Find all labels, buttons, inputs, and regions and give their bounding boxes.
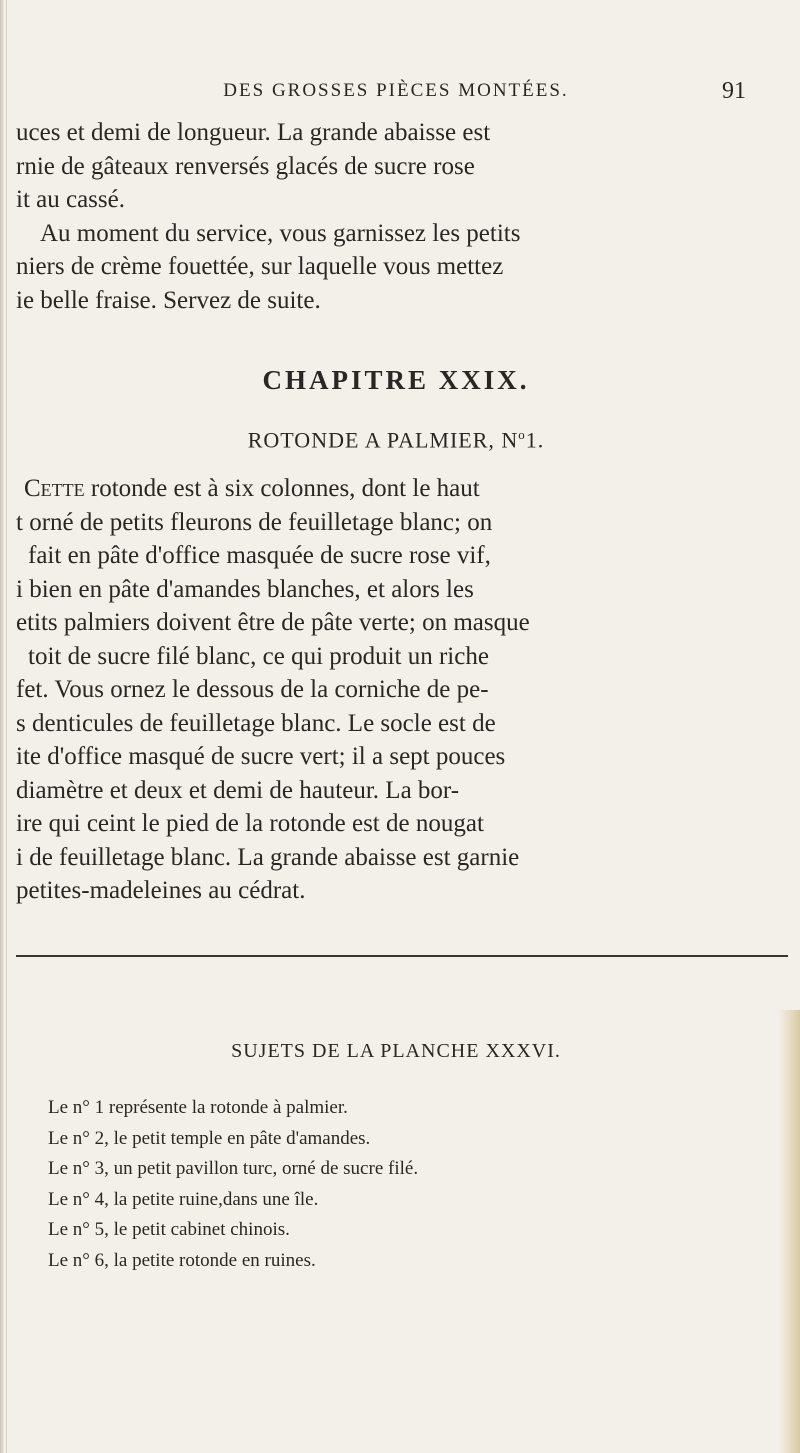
text-line: fet. Vous ornez le dessous de la corniche de pe-: [16, 676, 489, 703]
text-line: etits palmiers doivent être de pâte verte; on masque: [16, 609, 530, 636]
plate-item: Le n° 5, le petit cabinet chinois.: [48, 1219, 290, 1240]
running-head-title: DES GROSSES PIÈCES MONTÉES.: [223, 80, 569, 101]
page-number: 91: [722, 78, 746, 104]
running-head: [16, 80, 776, 102]
plate-item: Le n° 3, un petit pavillon turc, orné de sucre filé.: [48, 1158, 419, 1179]
text-line: ie belle fraise. Servez de suite.: [16, 286, 321, 314]
plate-item: Le n° 4, la petite ruine,dans une île.: [48, 1188, 319, 1210]
text-line-rest: rotonde est à six colonnes, dont le haut: [90, 475, 480, 502]
text-line: it au cassé.: [16, 186, 125, 213]
plate-title: SUJETS DE LA PLANCHE XXXVI.: [231, 1040, 561, 1062]
drop-word: Cette: [24, 475, 85, 502]
text-line: fait en pâte d'office masquée de sucre rose vif,: [28, 542, 491, 569]
section-title: [16, 427, 776, 453]
section-divider: [16, 955, 788, 957]
paper-stain: [778, 1010, 800, 1453]
plate-list: [48, 1093, 748, 1276]
continuation-paragraph: [16, 116, 756, 317]
section-title-end: 1.: [525, 427, 545, 453]
plate-item: Le n° 1 représente la rotonde à palmier.: [48, 1097, 348, 1118]
page-left-edge: [0, 0, 4, 1453]
text-line: Au moment du service, vous garnissez les petits: [40, 219, 521, 247]
text-line: i de feuilletage blanc. La grande abaisse est garnie: [16, 843, 520, 871]
gutter-line: [6, 0, 7, 1453]
text-line: diamètre et deux et demi de hauteur. La bor-: [16, 776, 460, 804]
text-line: petites-madeleines au cédrat.: [16, 877, 306, 904]
text-line: t orné de petits fleurons de feuilletage blanc; on: [16, 508, 493, 536]
text-line: [16, 472, 756, 506]
text-line: niers de crème fouettée, sur laquelle vous mettez: [16, 253, 504, 280]
section-title-sup: o: [518, 427, 526, 442]
plate-item: Le n° 2, le petit temple en pâte d'amandes.: [48, 1127, 371, 1149]
text-line: i bien en pâte d'amandes blanches, et alors les: [16, 575, 474, 603]
text-line: ire qui ceint le pied de la rotonde est de nougat: [16, 810, 484, 837]
text-line: ite d'office masqué de sucre vert; il a sept pouces: [16, 743, 506, 770]
chapter-title: CHAPITRE XXIX.: [262, 365, 530, 395]
text-line: uces et demi de longueur. La grande abaisse est: [16, 119, 491, 146]
text-line: toit de sucre filé blanc, ce qui produit un riche: [28, 642, 489, 670]
section-title-text: ROTONDE A PALMIER, N: [247, 427, 519, 453]
body-paragraph: [16, 472, 756, 908]
text-line: s denticules de feuilletage blanc. Le socle est de: [16, 709, 496, 737]
text-line: rnie de gâteaux renversés glacés de sucre rose: [16, 152, 475, 180]
plate-item: Le n° 6, la petite rotonde en ruines.: [48, 1249, 316, 1271]
